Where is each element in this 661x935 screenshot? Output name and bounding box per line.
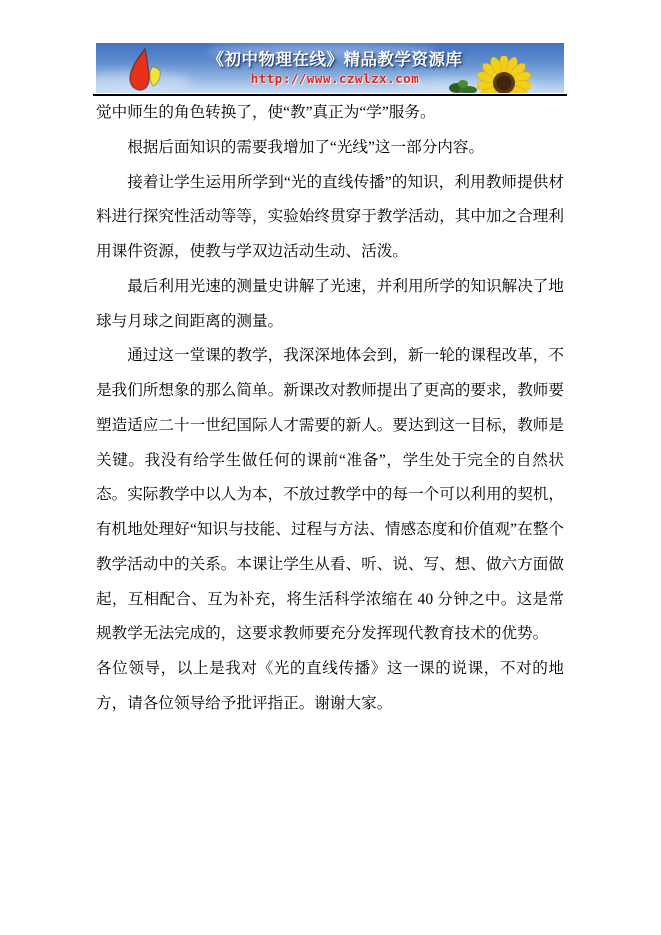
banner-title: 《初中物理在线》精品教学资源库: [207, 50, 463, 69]
document-body: [96, 96, 564, 722]
paragraph: 觉中师生的角色转换了，使“教”真正为“学”服务。: [96, 104, 436, 121]
cloud-decoration: [206, 43, 436, 59]
paragraph: 根据后面知识的需要我增加了“光线”这一部分内容。: [127, 138, 485, 156]
paragraph: 最后利用光速的测量史讲解了光速，并利用所学的知识解决了地球与月球之间距离的测量。: [96, 277, 564, 330]
banner-url: http://www.czwlzx.com: [250, 71, 420, 86]
paragraph: 接着让学生运用所学到“光的直线传播”的知识，利用教师提供材料进行探究性活动等等，实验始终贯穿于教学活动，其中加之合理利用课件资源，使教与学双边活动生动、活泼。: [96, 173, 564, 261]
site-banner: [96, 43, 564, 96]
banner-image: [96, 43, 564, 93]
paragraph: 各位领导，以上是我对《光的直线传播》这一课的说课，不对的地方，请各位领导给予批评指正。谢谢大家。: [96, 660, 564, 713]
sunflower-icon: [477, 56, 531, 93]
flame-logo-icon: [121, 48, 167, 92]
paragraph: 通过这一堂课的教学，我深深地体会到，新一轮的课程改革，不是我们所想象的那么简单。新课改对教师提出了更高的要求，教师要塑造适应二十一世纪国际人才需要的新人。要达到这一目标，教师是关键。我没有给学生做任何的课前“准备”，学生处于完全的自然状态。实际教学中以人为本，不放过教学中的每一个可以利用的契机，有机地处理好“知识与技能、过程与方法、情感态度和价值观”在整个教学活动中的关系。本课让学生从看、听、说、写、想、做六方面做起，互相配合、互为补充，将生活科学浓缩在 40 分钟之中。这是常规教学无法完成的，这要求教师要充分发挥现代教育技术的优势。: [96, 347, 564, 643]
